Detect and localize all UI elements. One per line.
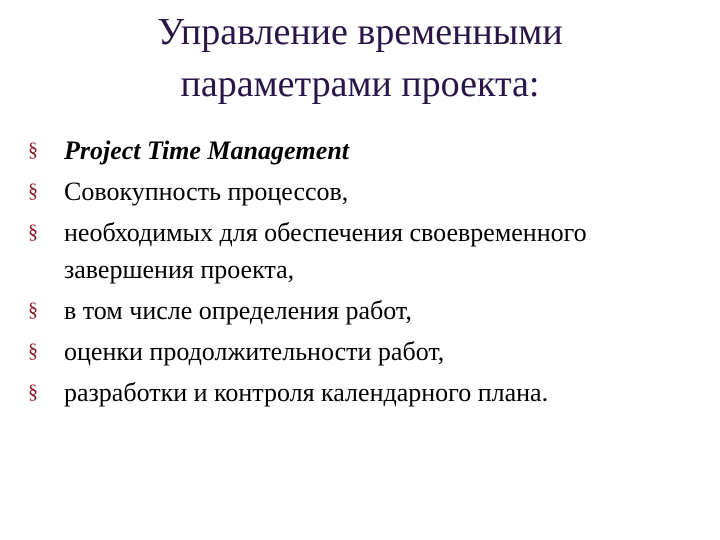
bullet-text: Совокупность процессов, (64, 177, 349, 206)
slide-title-line-1: Управление временными (157, 11, 563, 53)
bullet-text: Project Time Management (64, 136, 349, 165)
bullet-text-line-2: завершения проекта, (64, 255, 295, 284)
bullet-marker-icon: § (28, 299, 38, 321)
bullet-text: оценки продолжительности работ, (64, 337, 445, 366)
slide-title-line-2: параметрами проекта: (180, 63, 540, 105)
bullet-item-schedule-control (28, 374, 718, 411)
bullet-item-processes (28, 173, 718, 210)
bullet-marker-icon: § (28, 221, 38, 243)
slide-title (60, 6, 660, 110)
bullet-marker-icon: § (28, 139, 38, 161)
bullet-item-duration-estimating (28, 333, 718, 370)
bullet-text: разработки и контроля календарного плана. (64, 378, 549, 407)
bullet-marker-icon: § (28, 340, 38, 362)
bullet-item-timely-completion (28, 214, 718, 288)
bullet-list (28, 132, 718, 415)
bullet-text: в том числе определения работ, (64, 296, 412, 325)
bullet-item-activity-definition (28, 292, 718, 329)
bullet-marker-icon: § (28, 381, 38, 403)
bullet-item-project-time-management (28, 132, 718, 169)
bullet-text-line-1: необходимых для обеспечения своевременного (64, 218, 587, 247)
bullet-marker-icon: § (28, 180, 38, 202)
